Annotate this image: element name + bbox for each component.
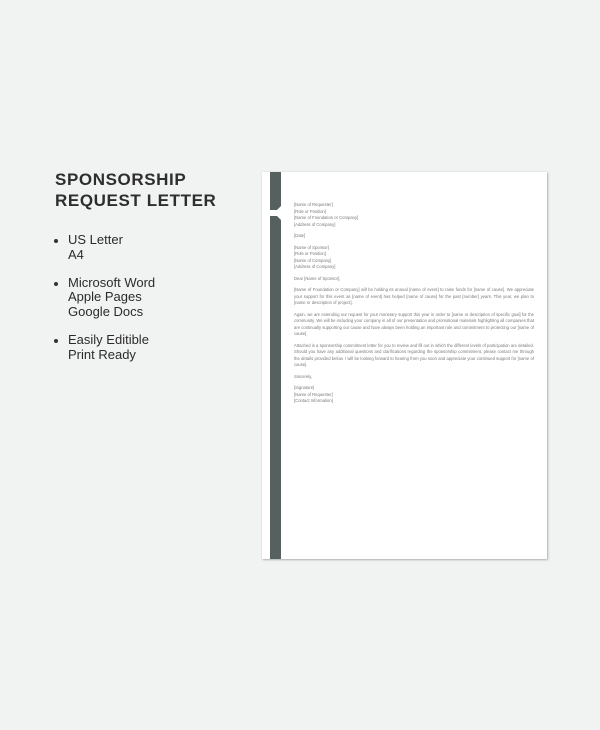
usability-group <box>54 333 155 363</box>
software-group <box>54 276 155 320</box>
sender-line: [Name of Requester] <box>294 202 333 207</box>
sender-line: [Address of Company] <box>294 221 336 227</box>
salutation: Dear [Name of Sponsor], <box>294 275 341 281</box>
closing: Sincerely, <box>294 373 313 379</box>
accent-strip <box>270 172 281 559</box>
feature-item: Microsoft Word <box>68 274 156 290</box>
feature-item: Easily Editible <box>68 331 149 347</box>
bullet-icon <box>54 339 58 343</box>
bullet-icon <box>54 282 58 286</box>
format-group <box>54 233 155 263</box>
feature-item: A4 <box>68 246 84 262</box>
letter-paragraph: Again, we are extending our request for your monetary support this year in order to [name or description of specific goal] for the community. We will be including your company in all of our presentation and promotional materials highlighting all companies that are continually supporting our cause and have always been holding an important role and commitment to protecting our [name of cause]. <box>294 311 534 336</box>
feature-item: Google Docs <box>68 304 144 320</box>
strip-top <box>270 172 281 210</box>
strip-bottom <box>270 216 281 559</box>
recipient-line: [Name of Company] <box>294 257 332 263</box>
bullet-icon <box>54 239 58 243</box>
letter-preview <box>262 172 547 559</box>
recipient-line: [Name of Sponsor] <box>294 244 329 250</box>
signature-line: [Signature] <box>294 385 315 390</box>
feature-item: Apple Pages <box>68 289 142 305</box>
signature-line: [Name of Requester] <box>294 391 333 397</box>
recipient-line: [Role or Position] <box>294 251 326 256</box>
signature-line: [Contact Information] <box>294 398 333 403</box>
sender-line: [Name of Foundation or Company] <box>294 215 359 220</box>
letter-paragraph: Attached is a sponsorship commitment letter for you to review and fill out in which the different levels of participation are detailed. Should you have any additional questions and clarifications regarding the sponsorship commitment, please contact me through the details provided below. I will be looking forward to hearing from you soon and appreciate your continued support for [name of cause]. <box>294 342 534 367</box>
feature-item: US Letter <box>68 232 123 247</box>
letter-body <box>294 202 534 410</box>
sender-block <box>294 202 534 228</box>
date: [Date] <box>294 233 306 238</box>
date-line <box>294 233 534 240</box>
letter-paragraph: [Name of Foundation or Company] will be holding its annual [name of event] to raise funds for [name of cause]. We appreciate your support for this event as [name of event] has helped [name of cause] for the past [number] years. This year, we plan to [name or description of project]. <box>294 287 534 305</box>
sender-line: [Role or Position] <box>294 208 326 214</box>
recipient-block <box>294 245 534 271</box>
signature-block <box>294 385 534 405</box>
feature-list <box>54 233 155 376</box>
feature-item: Print Ready <box>68 346 136 362</box>
product-title: SPONSORSHIP REQUEST LETTER <box>55 170 217 210</box>
recipient-line: [Address of Company] <box>294 264 336 269</box>
